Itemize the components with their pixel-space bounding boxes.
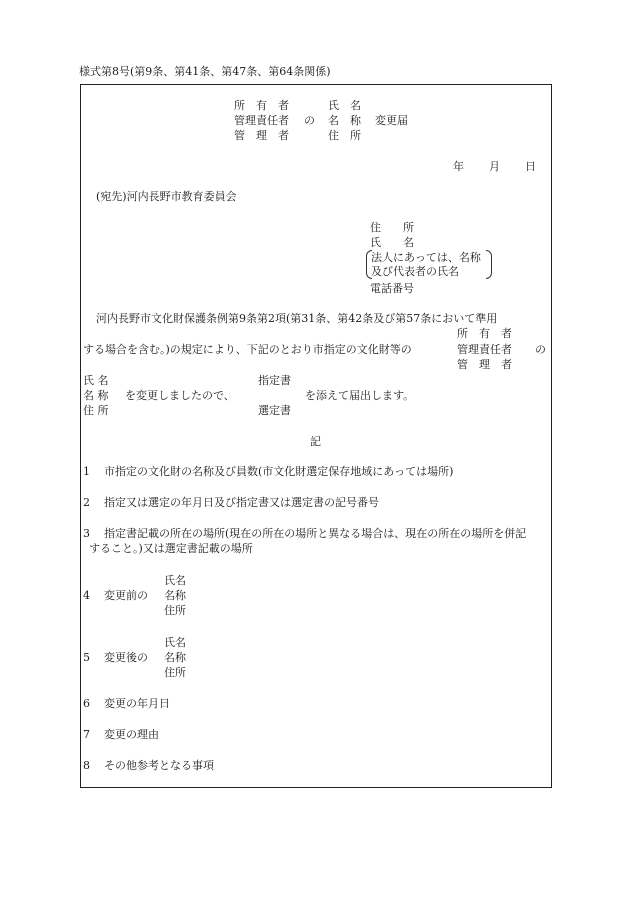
body-particle-no: の <box>535 343 546 356</box>
item-5-field-name: 氏名 <box>164 636 186 649</box>
item-4-field-address: 住所 <box>164 604 186 617</box>
item-3-line-2: すること。)又は選定書記載の場所 <box>89 542 253 555</box>
header-suffix: 変更届 <box>375 114 408 127</box>
header-attr-address: 住 所 <box>328 129 361 142</box>
header-attr-name: 氏 名 <box>328 99 361 112</box>
applicant-corp-note-2: 及び代表者の氏名 <box>371 265 459 278</box>
item-4-text: 変更前の <box>104 589 148 602</box>
bracket-right <box>486 250 492 279</box>
body-line-2: する場合を含む。)の規定により、下記のとおり市指定の文化財等の <box>83 343 412 356</box>
item-6-text: 変更の年月日 <box>104 697 170 710</box>
applicant-name-label: 氏 名 <box>370 236 414 249</box>
item-5-field-title: 名称 <box>164 651 186 664</box>
body-doc-designation: 指定書 <box>258 374 291 387</box>
applicant-address-label: 住 所 <box>370 221 414 234</box>
body-attr-name: 氏 名 <box>83 374 109 387</box>
addressee: (宛先)河内長野市教育委員会 <box>96 190 237 203</box>
body-changed-text: を変更しましたので、 <box>125 389 235 402</box>
body-attach-text: を添えて届出します。 <box>305 389 415 402</box>
header-role-manager: 管理責任者 <box>234 114 289 127</box>
item-8-text: その他参考となる事項 <box>104 759 214 772</box>
applicant-phone-label: 電話番号 <box>370 282 414 295</box>
item-4-field-name: 氏名 <box>164 574 186 587</box>
form-number-title: 様式第8号(第9条、第41条、第47条、第64条関係) <box>79 65 331 78</box>
body-line-1: 河内長野市文化財保護条例第9条第2項(第31条、第42条及び第57条において準用 <box>96 312 498 325</box>
header-attr-title: 名 称 <box>328 114 361 127</box>
body-role-owner: 所 有 者 <box>457 327 512 340</box>
item-4-number: 4 <box>83 589 90 602</box>
date-day: 日 <box>525 160 536 173</box>
body-attr-title: 名 称 <box>83 389 109 402</box>
header-role-admin: 管 理 者 <box>234 129 289 142</box>
header-role-owner: 所 有 者 <box>234 99 289 112</box>
item-5-text: 変更後の <box>104 651 148 664</box>
item-2-number: 2 <box>83 496 90 509</box>
applicant-corp-note-1: 法人にあっては、名称 <box>371 251 481 264</box>
body-doc-selection: 選定書 <box>258 404 291 417</box>
item-3-number: 3 <box>83 527 90 540</box>
body-role-manager: 管理責任者 <box>457 343 512 356</box>
item-2-text: 指定又は選定の年月日及び指定書又は選定書の記号番号 <box>104 496 379 509</box>
item-1-number: 1 <box>83 465 90 478</box>
item-1-text: 市指定の文化財の名称及び員数(市文化財選定保存地域にあっては場所) <box>104 465 454 478</box>
item-7-number: 7 <box>83 728 90 741</box>
item-6-number: 6 <box>83 697 90 710</box>
ki-heading: 記 <box>310 435 321 448</box>
header-particle-no: の <box>304 114 315 127</box>
body-attr-address: 住 所 <box>83 404 109 417</box>
date-year: 年 <box>453 160 464 173</box>
item-7-text: 変更の理由 <box>104 728 159 741</box>
item-8-number: 8 <box>83 759 90 772</box>
item-3-line-1: 指定書記載の所在の場所(現在の所在の場所と異なる場合は、現在の所在の場所を併記 <box>104 527 527 540</box>
item-4-field-title: 名称 <box>164 589 186 602</box>
item-5-number: 5 <box>83 651 90 664</box>
item-5-field-address: 住所 <box>164 666 186 679</box>
date-month: 月 <box>489 160 500 173</box>
body-role-admin: 管 理 者 <box>457 358 512 371</box>
